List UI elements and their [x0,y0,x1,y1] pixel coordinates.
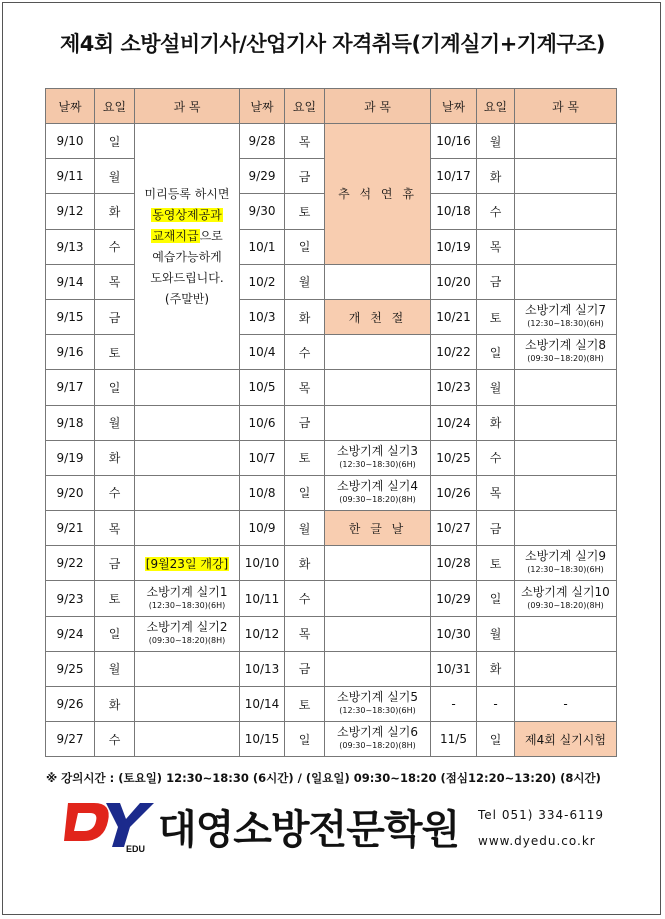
date-cell: 10/8 [240,475,285,510]
class-name: 소방기계 실기2 [146,619,228,634]
class-time: (12:30~18:30)(6H) [527,565,604,575]
date-cell: 10/27 [431,511,477,546]
date-cell: 10/1 [240,229,285,264]
class-name: 소방기계 실기4 [336,478,418,493]
class-time: (12:30~18:30)(6H) [527,319,604,329]
date-cell: 10/9 [240,511,285,546]
class-cell [515,335,617,370]
table-row [46,581,617,616]
date-cell: 10/10 [240,546,285,581]
subject-cell [135,651,240,686]
day-cell: 토 [95,581,135,616]
class-name: 소방기계 실기6 [336,725,418,740]
header-subject: 과 목 [135,89,240,124]
day-cell: 월 [95,405,135,440]
day-cell: 일 [95,370,135,405]
note-line [135,226,239,247]
day-cell: 월 [477,616,515,651]
day-cell: - [477,687,515,722]
day-cell: 화 [95,194,135,229]
date-cell: 9/27 [46,722,95,757]
note-line: 예습가능하게 [152,249,222,264]
day-cell: 금 [477,264,515,299]
note-line [135,205,239,226]
class-name: 소방기계 실기7 [524,303,606,318]
date-cell: 9/14 [46,264,95,299]
subject-cell [135,440,240,475]
date-cell: 10/25 [431,440,477,475]
subject-cell [515,229,617,264]
table-row [46,405,617,440]
class-name: 소방기계 실기8 [524,338,606,353]
header-day: 요일 [477,89,515,124]
day-cell: 토 [285,687,325,722]
subject-cell [325,651,431,686]
note-highlight: 교재지급 [152,228,199,243]
date-cell: 10/21 [431,299,477,334]
day-cell: 토 [95,335,135,370]
day-cell: 화 [285,546,325,581]
date-cell: 9/30 [240,194,285,229]
note-line: (주말반) [164,291,210,306]
day-cell: 금 [285,651,325,686]
day-cell: 일 [285,722,325,757]
date-cell: 10/30 [431,616,477,651]
subject-cell [515,264,617,299]
note-line: 도와드립니다. [150,270,224,285]
subject-cell [135,370,240,405]
day-cell: 화 [285,299,325,334]
day-cell: 금 [285,405,325,440]
class-cell [325,722,431,757]
class-name: 소방기계 실기10 [521,584,610,599]
date-cell: 9/10 [46,124,95,159]
day-cell: 화 [95,440,135,475]
class-time: (09:30~18:20)(8H) [527,354,604,364]
subject-cell [325,405,431,440]
subject-cell [515,475,617,510]
subject-cell [515,124,617,159]
header-date: 날짜 [240,89,285,124]
day-cell: 토 [285,194,325,229]
day-cell: 수 [95,475,135,510]
date-cell: 9/21 [46,511,95,546]
header-day: 요일 [285,89,325,124]
date-cell: 9/22 [46,546,95,581]
page-title: 제4회 소방설비기사/산업기사 자격취득(기계실기+기계구조) [59,32,606,56]
date-cell: - [431,687,477,722]
subject-cell [325,616,431,651]
day-cell: 목 [477,475,515,510]
class-name: 소방기계 실기1 [146,584,228,599]
note-highlight: 동영상제공과 [152,207,222,222]
day-cell: 금 [95,546,135,581]
table-row [46,616,617,651]
class-cell [515,581,617,616]
day-cell: 목 [285,124,325,159]
logo-sub-text: EDU [126,844,146,853]
date-cell: 10/28 [431,546,477,581]
table-row [46,264,617,299]
date-cell: 10/15 [240,722,285,757]
holiday-chuseok: 추 석 연 휴 [325,124,431,265]
day-cell: 금 [95,299,135,334]
class-cell [135,616,240,651]
subject-cell [325,370,431,405]
header-subject: 과 목 [325,89,431,124]
day-cell: 월 [285,511,325,546]
subject-cell [515,405,617,440]
date-cell: 10/26 [431,475,477,510]
class-cell [515,546,617,581]
class-time: (12:30~18:30)(6H) [339,459,416,469]
date-cell: 10/7 [240,440,285,475]
note-text: 으로 [199,228,223,243]
opening-cell [135,546,240,581]
date-cell: 9/28 [240,124,285,159]
subject-cell [515,616,617,651]
day-cell: 토 [477,546,515,581]
subject-cell [135,475,240,510]
telephone: Tel 051) 334-6119 [478,808,604,822]
table-row [46,722,617,757]
day-cell: 일 [477,722,515,757]
day-cell: 일 [285,229,325,264]
day-cell: 목 [477,229,515,264]
date-cell: 10/29 [431,581,477,616]
class-time: (09:30~18:20)(8H) [148,635,226,645]
class-cell [325,440,431,475]
day-cell: 월 [95,651,135,686]
day-cell: 목 [95,511,135,546]
subject-cell [135,511,240,546]
day-cell: 수 [477,194,515,229]
subject-cell [515,194,617,229]
subject-cell [515,370,617,405]
date-cell: 10/19 [431,229,477,264]
date-cell: 9/17 [46,370,95,405]
date-cell: 10/5 [240,370,285,405]
day-cell: 화 [477,651,515,686]
date-cell: 10/23 [431,370,477,405]
day-cell: 월 [477,124,515,159]
date-cell: 10/11 [240,581,285,616]
date-cell: 9/20 [46,475,95,510]
holiday-hangeul: 한 글 날 [325,511,431,546]
subject-cell [515,440,617,475]
day-cell: 수 [95,722,135,757]
exam-cell: 제4회 실기시험 [515,722,617,757]
day-cell: 화 [477,159,515,194]
date-cell: 9/12 [46,194,95,229]
day-cell: 월 [477,370,515,405]
date-cell: 9/16 [46,335,95,370]
schedule-table [45,88,617,757]
note-line: 미리등록 하시면 [144,186,230,201]
header-date: 날짜 [431,89,477,124]
lecture-hours-note: ※ 강의시간 : (토요일) 12:30~18:30 (6시간) / (일요일) 09:30~18:20 (점심12:20~13:20) (8시간) [46,771,601,785]
date-cell: 9/23 [46,581,95,616]
subject-cell [325,581,431,616]
day-cell: 토 [477,299,515,334]
date-cell: 9/11 [46,159,95,194]
day-cell: 일 [477,335,515,370]
day-cell: 일 [477,581,515,616]
day-cell: 금 [285,159,325,194]
header-subject: 과 목 [515,89,617,124]
class-time: (09:30~18:20)(8H) [339,494,416,504]
date-cell: 10/13 [240,651,285,686]
contact-info [478,802,604,854]
day-cell: 화 [95,687,135,722]
date-cell: 9/13 [46,229,95,264]
date-cell: 10/12 [240,616,285,651]
day-cell: 일 [285,475,325,510]
date-cell: 11/5 [431,722,477,757]
date-cell: 10/17 [431,159,477,194]
day-cell: 토 [285,440,325,475]
day-cell: 목 [285,370,325,405]
dy-logo-mark [64,797,154,853]
day-cell: 금 [477,511,515,546]
subject-cell: - [515,687,617,722]
day-cell: 일 [95,616,135,651]
header-day: 요일 [95,89,135,124]
table-row [46,475,617,510]
header-row [46,89,617,124]
table-row [46,651,617,686]
date-cell: 10/16 [431,124,477,159]
holiday-gaecheon: 개 천 절 [325,299,431,334]
day-cell: 월 [285,264,325,299]
date-cell: 10/18 [431,194,477,229]
date-cell: 9/15 [46,299,95,334]
class-time: (09:30~18:20)(8H) [527,600,604,610]
table-row [46,335,617,370]
day-cell: 일 [95,124,135,159]
date-cell: 10/24 [431,405,477,440]
date-cell: 10/14 [240,687,285,722]
class-cell [325,687,431,722]
date-cell: 10/20 [431,264,477,299]
day-cell: 목 [95,264,135,299]
date-cell: 9/25 [46,651,95,686]
table-row [46,299,617,334]
day-cell: 월 [95,159,135,194]
header-date: 날짜 [46,89,95,124]
table-row [46,546,617,581]
day-cell: 수 [95,229,135,264]
day-cell: 수 [285,581,325,616]
date-cell: 10/31 [431,651,477,686]
class-cell [135,581,240,616]
day-cell: 수 [285,335,325,370]
table-row [46,370,617,405]
class-time: (09:30~18:20)(8H) [339,741,416,751]
date-cell: 9/29 [240,159,285,194]
date-cell: 9/18 [46,405,95,440]
class-time: (12:30~18:30)(6H) [148,600,226,610]
table-row [46,124,617,159]
subject-cell [135,722,240,757]
date-cell: 10/2 [240,264,285,299]
subject-cell [515,511,617,546]
subject-cell [515,159,617,194]
website-link[interactable]: www.dyedu.co.kr [478,834,596,848]
subject-cell [325,335,431,370]
subject-cell [325,264,431,299]
date-cell: 10/22 [431,335,477,370]
class-name: 소방기계 실기3 [336,443,418,458]
date-cell: 9/24 [46,616,95,651]
date-cell: 9/26 [46,687,95,722]
day-cell: 화 [477,405,515,440]
academy-name: 대영소방전문학원 [158,807,460,853]
class-cell [325,475,431,510]
opening-label: [9월23일 개강] [145,556,229,571]
table-row [46,440,617,475]
table-row [46,687,617,722]
class-time: (12:30~18:30)(6H) [339,706,416,716]
subject-cell [135,405,240,440]
table-row [46,511,617,546]
day-cell: 목 [285,616,325,651]
pre-registration-note [135,124,240,370]
subject-cell [325,546,431,581]
subject-cell [515,651,617,686]
date-cell: 10/3 [240,299,285,334]
date-cell: 10/4 [240,335,285,370]
class-name: 소방기계 실기5 [336,690,418,705]
class-cell [515,299,617,334]
class-name: 소방기계 실기9 [524,549,606,564]
date-cell: 9/19 [46,440,95,475]
subject-cell [135,687,240,722]
date-cell: 10/6 [240,405,285,440]
day-cell: 수 [477,440,515,475]
